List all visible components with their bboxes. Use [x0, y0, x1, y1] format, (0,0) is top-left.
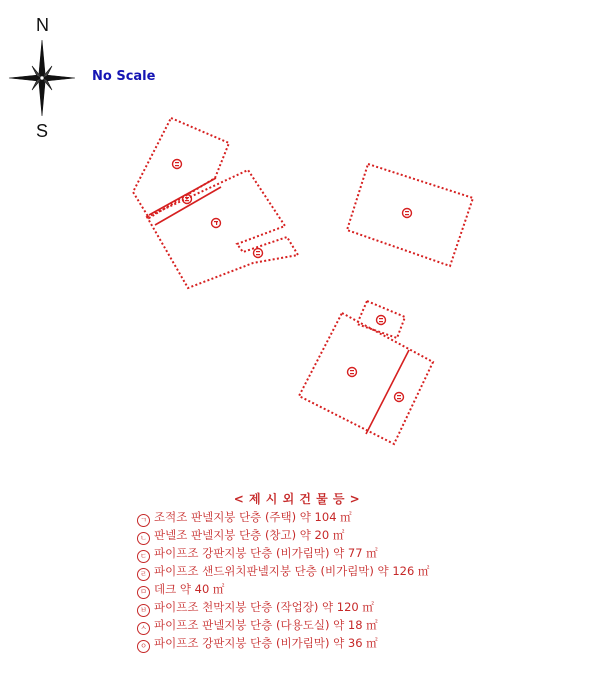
compass-south-label: S	[36, 121, 49, 141]
legend-item-text: 파이프조 강판지붕 단층 (비가림막) 약 77 ㎡	[154, 546, 378, 560]
legend-marker-icon: ㄹ	[137, 568, 150, 581]
building-a-outline	[357, 301, 405, 338]
legend-item	[137, 509, 457, 527]
legend-title: < 제 시 외 건 물 등 >	[233, 492, 361, 506]
building-c-ggi-outline	[147, 170, 298, 288]
legend-marker-icon: ㄴ	[137, 532, 150, 545]
legend-marker-icon: ㅅ	[137, 622, 150, 635]
building-e-outline	[133, 118, 229, 218]
legend-item	[137, 617, 457, 635]
building-marker-circle	[348, 368, 357, 377]
building-marker-circle	[395, 393, 404, 402]
legend-item	[137, 635, 457, 653]
compass-rose-icon	[9, 40, 75, 116]
building-d-outline	[347, 164, 473, 266]
legend-marker-icon: ㅂ	[137, 604, 150, 617]
legend-item	[137, 581, 457, 599]
building-marker-circle	[173, 160, 182, 169]
legend-item-text: 판넬조 판넬지붕 단층 (창고) 약 20 ㎡	[154, 528, 345, 542]
legend-item	[137, 527, 457, 545]
legend-item-text: 데크 약 40 ㎡	[154, 582, 225, 596]
legend-item	[137, 599, 457, 617]
legend-item-text: 파이프조 천막지붕 단층 (작업장) 약 120 ㎡	[154, 600, 374, 614]
legend-marker-icon: ㅇ	[137, 640, 150, 653]
legend-item-text: 조적조 판넬지붕 단층 (주택) 약 104 ㎡	[154, 510, 352, 524]
no-scale-label: No Scale	[92, 69, 156, 84]
legend-item-text: 파이프조 판넬지붕 단층 (다용도실) 약 18 ㎡	[154, 618, 378, 632]
legend-marker-icon: ㅁ	[137, 586, 150, 599]
building-marker-circle	[254, 249, 263, 258]
building-marker-circle	[377, 316, 386, 325]
building-b-outline	[299, 313, 433, 444]
divider-line	[366, 350, 409, 434]
legend-item-text: 파이프조 샌드위치판넬지붕 단층 (비가림막) 약 126 ㎡	[154, 564, 430, 578]
legend-marker-icon: ㄷ	[137, 550, 150, 563]
legend-item	[137, 545, 457, 563]
legend	[137, 490, 457, 653]
legend-item-text: 파이프조 강판지붕 단층 (비가림막) 약 36 ㎡	[154, 636, 378, 650]
legend-item	[137, 563, 457, 581]
legend-marker-icon: ㄱ	[137, 514, 150, 527]
building-marker-circle	[403, 209, 412, 218]
compass-north-label: N	[36, 15, 49, 35]
